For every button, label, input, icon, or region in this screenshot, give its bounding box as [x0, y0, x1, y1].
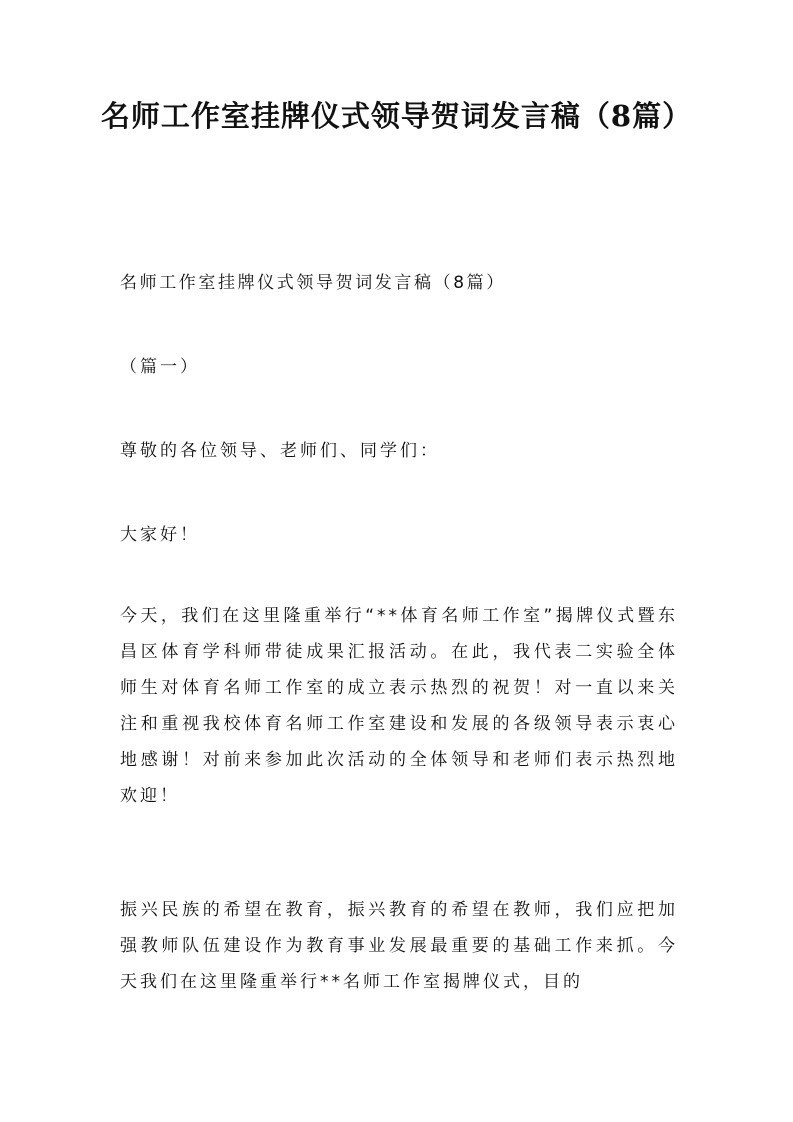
body-paragraph: 今天，我们在这里隆重举行“**体育名师工作室”揭牌仪式暨东昌区体育学科师带徒成果汇报活动。在此，我代表二实验全体师生对体育名师工作室的成立表示热烈的祝贺！对一直以来关注和重视我校体育名师工作室建设和发展的各级领导表示衷心地感谢！对前来参加此次活动的全体领导和老师们表示热烈地欢迎！ — [120, 606, 678, 806]
document-title: 名师工作室挂牌仪式领导贺词发言稿（8篇） — [100, 99, 693, 133]
salutation: 尊敬的各位领导、老师们、同学们： — [120, 441, 440, 461]
body-paragraph: 振兴民族的希望在教育，振兴教育的希望在教师，我们应把加强教师队伍建设作为教育事业发展最重要的基础工作来抓。今天我们在这里隆重举行**名师工作室揭牌仪式，目的 — [120, 900, 678, 992]
part-heading: （篇一） — [120, 357, 200, 377]
greeting: 大家好！ — [120, 525, 200, 545]
document-subtitle: 名师工作室挂牌仪式领导贺词发言稿（8篇） — [120, 273, 506, 293]
